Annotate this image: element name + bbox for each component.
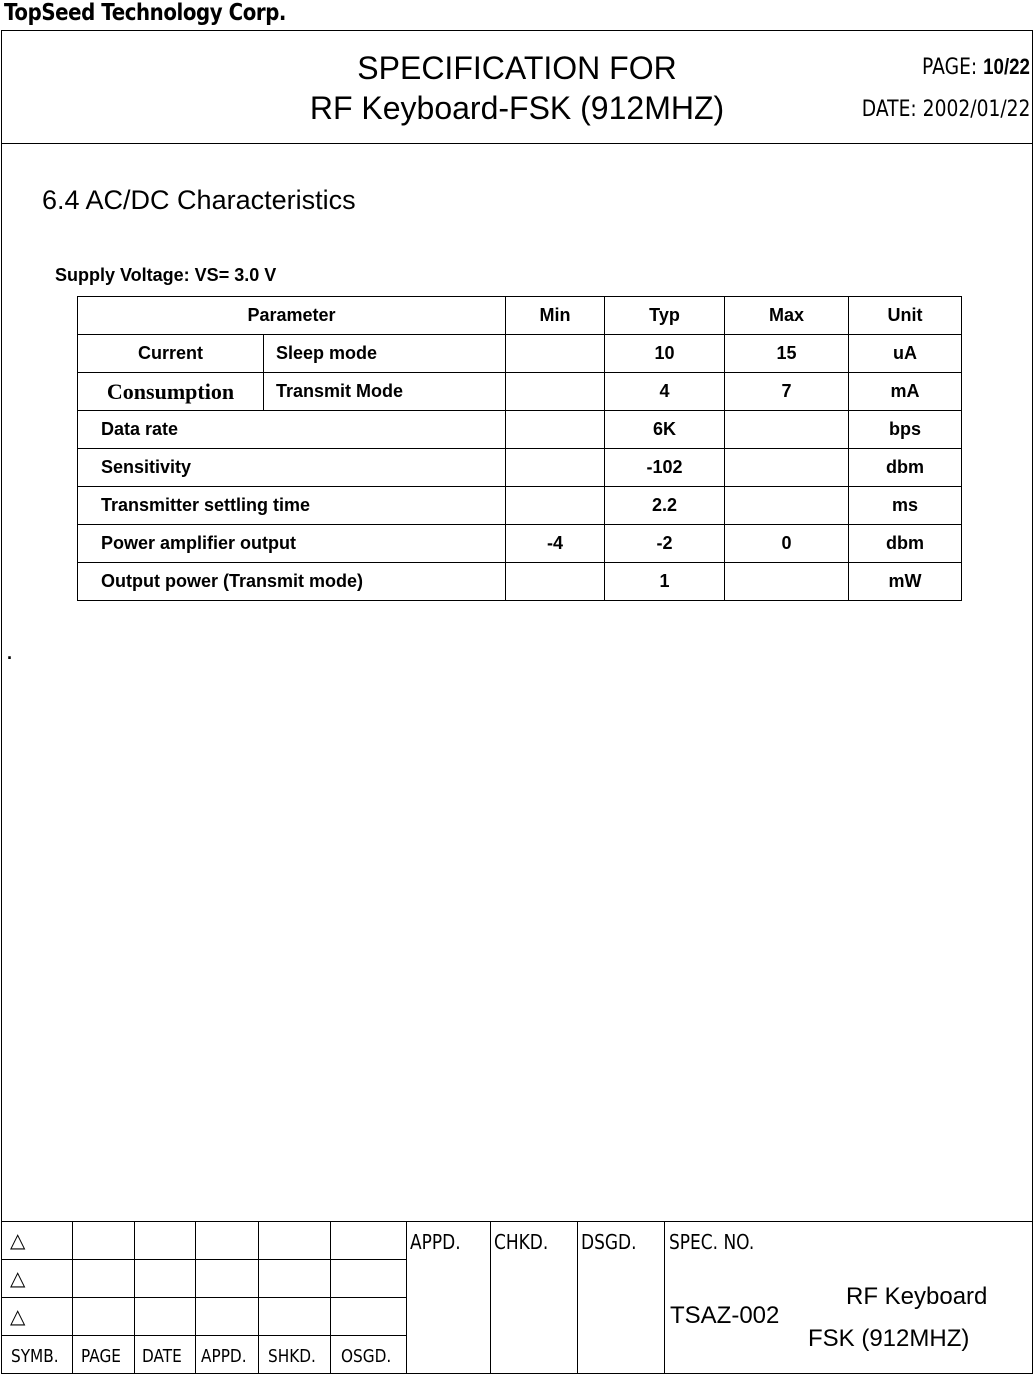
footer-divider (2, 1221, 1032, 1222)
header-parameter: Parameter (78, 297, 506, 335)
footer-grid-line (195, 1221, 196, 1374)
unit-cell: dbm (849, 449, 962, 487)
typ-cell: 6K (605, 411, 725, 449)
param-cell: Power amplifier output (78, 525, 506, 563)
typ-cell: -2 (605, 525, 725, 563)
footer-grid-line (330, 1221, 331, 1374)
revision-triangle-icon: △ (10, 1266, 26, 1290)
footer-col-date: DATE (142, 1346, 182, 1367)
min-cell: -4 (506, 525, 605, 563)
typ-cell: 10 (605, 335, 725, 373)
table-row (78, 487, 962, 525)
max-cell (725, 563, 849, 601)
trailing-dot: . (7, 643, 13, 663)
revision-triangle-icon: △ (10, 1228, 26, 1252)
param-cell: Data rate (78, 411, 506, 449)
max-cell: 15 (725, 335, 849, 373)
page-number: PAGE: 10/22 (922, 54, 1030, 80)
spec-no-label: SPEC. NO. (669, 1230, 755, 1254)
header-min: Min (506, 297, 605, 335)
product-name-line2: FSK (912MHZ) (808, 1325, 970, 1352)
max-cell (725, 411, 849, 449)
revision-triangle-icon: △ (10, 1304, 26, 1328)
header-max: Max (725, 297, 849, 335)
footer-grid-line (490, 1221, 491, 1374)
table-row (78, 411, 962, 449)
header-divider (2, 143, 1032, 144)
consumption-label: Consumption (78, 373, 264, 411)
revision-grid-line (2, 1297, 406, 1298)
unit-cell: bps (849, 411, 962, 449)
spec-title-line2: RF Keyboard-FSK (912MHZ) (309, 90, 725, 126)
document-frame (1, 30, 1033, 1374)
table-row (78, 449, 962, 487)
param-cell: Sleep mode (264, 335, 506, 373)
min-cell (506, 449, 605, 487)
max-cell (725, 487, 849, 525)
param-cell: Transmitter settling time (78, 487, 506, 525)
footer-grid-line (72, 1221, 73, 1374)
min-cell (506, 411, 605, 449)
section-title: 6.4 AC/DC Characteristics (42, 185, 356, 215)
typ-cell: 1 (605, 563, 725, 601)
spec-no-value: TSAZ-002 (670, 1302, 780, 1329)
min-cell (506, 335, 605, 373)
spec-title-line1: SPECIFICATION FOR (357, 50, 677, 86)
table-row (78, 563, 962, 601)
footer-col-osgd: OSGD. (341, 1346, 392, 1367)
revision-grid-line (2, 1259, 406, 1260)
footer-appd-label: APPD. (410, 1230, 461, 1254)
max-cell: 7 (725, 373, 849, 411)
footer-col-page: PAGE (81, 1346, 121, 1367)
min-cell (506, 487, 605, 525)
company-name: TopSeed Technology Corp. (4, 0, 287, 26)
current-label: Current (78, 335, 264, 373)
characteristics-table (77, 296, 962, 601)
min-cell (506, 373, 605, 411)
max-cell (725, 449, 849, 487)
param-cell: Sensitivity (78, 449, 506, 487)
footer-dsgd-label: DSGD. (581, 1230, 637, 1254)
param-cell: Transmit Mode (264, 373, 506, 411)
header-typ: Typ (605, 297, 725, 335)
table-header-row (78, 297, 962, 335)
typ-cell: 4 (605, 373, 725, 411)
min-cell (506, 563, 605, 601)
footer-col-symb: SYMB. (11, 1346, 59, 1367)
unit-cell: mA (849, 373, 962, 411)
header-unit: Unit (849, 297, 962, 335)
footer-grid-line (664, 1221, 665, 1374)
footer-grid-line (577, 1221, 578, 1374)
typ-cell: 2.2 (605, 487, 725, 525)
footer-grid-line (134, 1221, 135, 1374)
document-date: DATE: 2002/01/22 (861, 97, 1030, 122)
footer-col-shkd: SHKD. (268, 1346, 316, 1367)
unit-cell: dbm (849, 525, 962, 563)
unit-cell: ms (849, 487, 962, 525)
footer-col-appd: APPD. (201, 1346, 247, 1367)
unit-cell: mW (849, 563, 962, 601)
product-name-line1: RF Keyboard (846, 1283, 988, 1310)
footer-grid-line (406, 1221, 407, 1374)
table-row (78, 335, 962, 373)
typ-cell: -102 (605, 449, 725, 487)
param-cell: Output power (Transmit mode) (78, 563, 506, 601)
unit-cell: uA (849, 335, 962, 373)
footer-chkd-label: CHKD. (494, 1230, 549, 1254)
max-cell: 0 (725, 525, 849, 563)
supply-voltage: Supply Voltage: VS= 3.0 V (55, 265, 277, 285)
table-row (78, 373, 962, 411)
footer-grid-line (258, 1221, 259, 1374)
revision-grid-line (2, 1335, 406, 1336)
table-row (78, 525, 962, 563)
